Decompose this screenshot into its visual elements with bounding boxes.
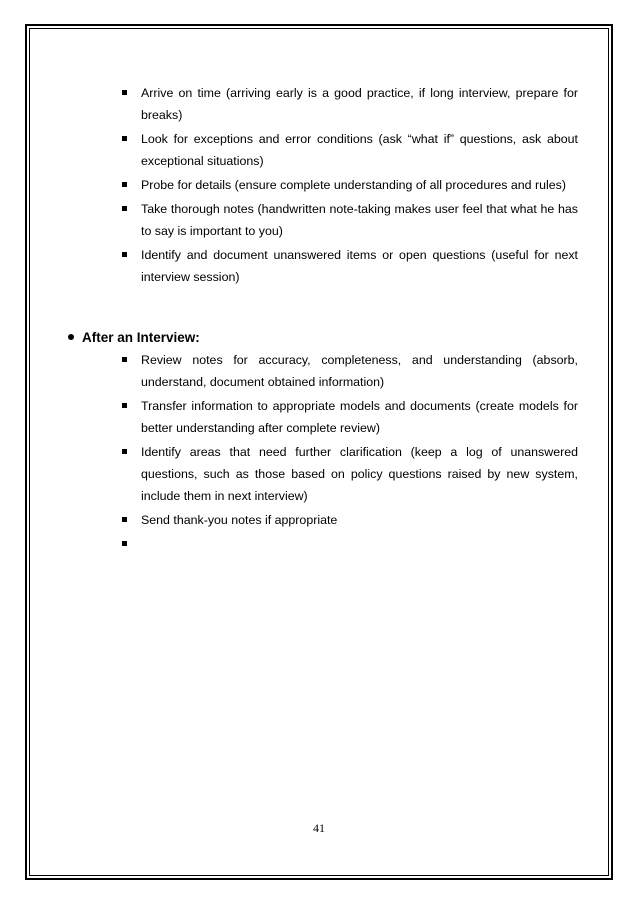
list-item [122,533,578,555]
list-item-text: Send thank-you notes if appropriate [141,513,338,527]
list-item-text: Identify areas that need further clarification (keep a log of unanswered questions, such as those based on policy questions raised by new system, include them in next interview) [141,445,578,503]
section-heading [82,328,200,348]
page-number: 41 [313,821,325,835]
list-item-text: Probe for details (ensure complete understanding of all procedures and rules) [141,178,566,192]
list-item-text: Review notes for accuracy, completeness, and understanding (absorb, understand, document obtained information) [141,353,578,389]
square-bullet-icon [122,357,127,362]
section-heading-text: After an Interview: [82,330,200,345]
list-item [122,128,578,172]
list-item [122,198,578,242]
square-bullet-icon [122,136,127,141]
list-item-text: Look for exceptions and error conditions (ask “what if” questions, ask about exceptional situations) [141,132,578,168]
list-item-text: Arrive on time (arriving early is a good practice, if long interview, prepare for breaks) [141,86,578,122]
list-item [122,349,578,393]
list-item [122,441,578,507]
square-bullet-icon [122,517,127,522]
square-bullet-icon [122,403,127,408]
list-item-text: Take thorough notes (handwritten note-taking makes user feel that what he has to say is important to you) [141,202,578,238]
square-bullet-icon [122,541,127,546]
list-item [122,174,578,196]
list-item-text: Identify and document unanswered items or open questions (useful for next interview session) [141,248,578,284]
square-bullet-icon [122,182,127,187]
list-item [122,82,578,126]
square-bullet-icon [122,206,127,211]
square-bullet-icon [122,90,127,95]
list-before-interview [122,82,578,290]
list-item-text: Transfer information to appropriate models and documents (create models for better understanding after complete review) [141,399,578,435]
list-item [122,395,578,439]
list-after-interview [122,349,578,557]
square-bullet-icon [122,449,127,454]
round-bullet-icon [68,334,74,340]
list-item [122,509,578,531]
square-bullet-icon [122,252,127,257]
list-item [122,244,578,288]
